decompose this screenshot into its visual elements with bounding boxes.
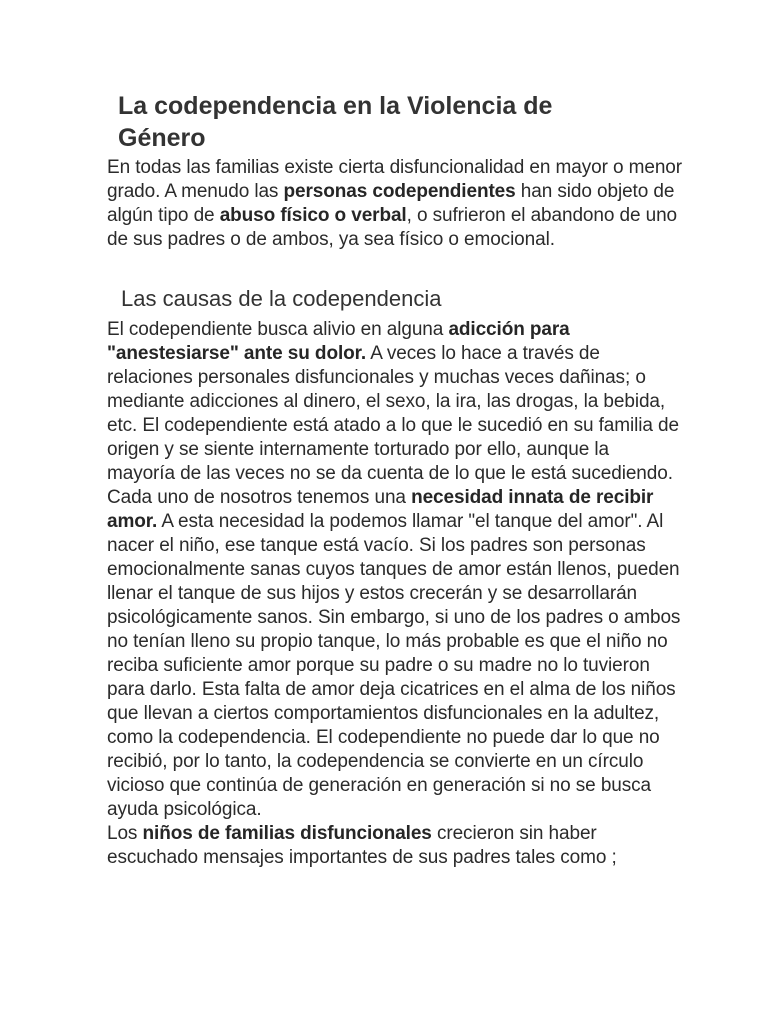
intro-text-2: han sido objeto de algún tipo de xyxy=(107,181,675,226)
paragraph-necesidad-amor xyxy=(107,486,682,822)
intro-text-1: En todas las familias existe cierta disfuncionalidad en mayor o menor grado. A menudo las xyxy=(107,157,683,202)
paragraph-ninos-familias xyxy=(107,822,682,870)
intro-paragraph xyxy=(107,156,682,252)
para2-bold-1: necesidad innata de recibir amor. xyxy=(107,487,654,532)
para1-text-1: El codependiente busca alivio en alguna xyxy=(107,319,449,340)
section-heading: Las causas de la codependencia xyxy=(121,286,442,311)
section-body xyxy=(107,318,682,870)
para2-text-1: Cada uno de nosotros tenemos una xyxy=(107,487,412,508)
intro-text-3: , o sufrieron el abandono de uno de sus padres o de ambos, ya sea físico o emocional. xyxy=(107,205,678,250)
para3-bold-1: niños de familias disfuncionales xyxy=(142,823,432,844)
para2-text-2: A esta necesidad la podemos llamar "el tanque del amor". Al nacer el niño, ese tanque está vacío. Si los padres son personas emocionalmente sanas cuyos tanques de amor están llenos, pueden llenar el tanque de sus hijos y estos crecerán y se desarrollarán psicológicamente sanos. Sin embargo, si uno de los padres o ambos no tenían lleno su propio tanque, lo más probable es que el niño no reciba suficiente amor porque su padre o su madre no lo tuvieron para darlo. Esta falta de amor deja cicatrices en el alma de los niños que llevan a ciertos comportamientos disfuncionales en la adultez, como la codependencia. El codependiente no puede dar lo que no recibió, por lo tanto, la codependencia se convierte en un círculo vicioso que continúa de generación en generación si no se busca ayuda psicológica. xyxy=(107,511,681,820)
para3-text-1: Los xyxy=(107,823,143,844)
paragraph-adiccion xyxy=(107,318,682,486)
page-title: La codependencia en la Violencia de Género xyxy=(118,92,553,152)
para1-bold-1: adicción para "anestesiarse" ante su dolor. xyxy=(107,319,570,364)
intro-bold-1: personas codependientes xyxy=(283,181,516,202)
para3-text-2: crecieron sin haber escuchado mensajes importantes de sus padres tales como ; xyxy=(107,823,617,868)
para1-text-2: A veces lo hace a través de relaciones personales disfuncionales y muchas veces dañinas; o mediante adicciones al dinero, el sexo, la ira, las drogas, la bebida, etc. El codependiente está atado a lo que le sucedió en su familia de origen y se siente internamente torturado por ello, aunque la mayoría de las veces no se da cuenta de lo que le está sucediendo. xyxy=(107,343,679,484)
intro-bold-2: abuso físico o verbal xyxy=(219,205,407,226)
